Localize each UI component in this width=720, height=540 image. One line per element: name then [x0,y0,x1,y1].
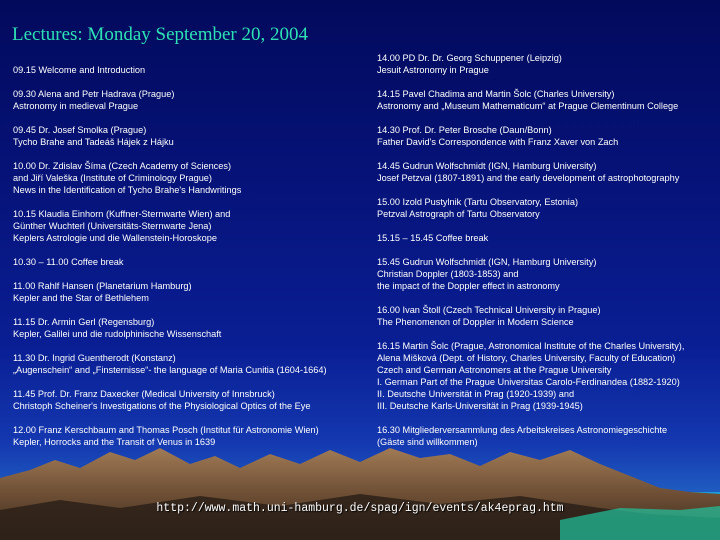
entry-detail-line: and Jiří Valeška (Institute of Criminology Prague) [13,173,212,183]
event-url[interactable]: http://www.math.uni-hamburg.de/spag/ign/events/ak4eprag.htm [156,502,564,515]
entry-speaker-line: 16.00 Ivan Štoll (Czech Technical University in Prague) [377,305,601,315]
schedule-entry [13,160,365,196]
entry-detail-line: I. German Part of the Prague Universitas Carolo-Ferdinandea (1882-1920) [377,377,680,387]
schedule-entry [377,88,717,112]
entry-speaker-line: 09.45 Dr. Josef Smolka (Prague) [13,125,147,135]
entry-detail-line: II. Deutsche Universität in Prag (1920-1939) and [377,389,575,399]
entry-detail-line: Father David's Correspondence with Franz Xaver von Zach [377,137,619,147]
entry-detail-line: The Phenomenon of Doppler in Modern Science [377,317,574,327]
schedule-afternoon [377,52,717,460]
schedule-entry [377,52,717,76]
entry-speaker-line: 14.30 Prof. Dr. Peter Brosche (Daun/Bonn) [377,125,552,135]
entry-detail-line: Günther Wuchterl (Universitäts-Sternwarte Jena) [13,221,212,231]
schedule-entry [13,280,365,304]
entry-detail-line: the impact of the Doppler effect in astronomy [377,281,560,291]
entry-detail-line: (Gäste sind willkommen) [377,437,478,447]
entry-detail-line: Josef Petzval (1807-1891) and the early development of astrophotography [377,173,680,183]
schedule-entry [377,124,717,148]
schedule-entry [377,256,717,292]
schedule-entry [13,88,365,112]
entry-detail-line: Jesuit Astronomy in Prague [377,65,489,75]
entry-detail-line: Petzval Astrograph of Tartu Observatory [377,209,540,219]
entry-detail-line: Czech and German Astronomers at the Prague University [377,365,612,375]
entry-speaker-line: 14.00 PD Dr. Dr. Georg Schuppener (Leipzig) [377,53,562,63]
schedule-entry [13,316,365,340]
entry-detail-line: Astronomy in medieval Prague [13,101,139,111]
entry-detail-line: III. Deutsche Karls-Universität in Prag (1939-1945) [377,401,583,411]
entry-detail-line: Kepler, Horrocks and the Transit of Venus in 1639 [13,437,216,447]
schedule-entry [13,256,365,268]
entry-speaker-line: 14.15 Pavel Chadima and Martin Šolc (Charles University) [377,89,615,99]
schedule-entry [377,340,717,412]
entry-speaker-line: 11.45 Prof. Dr. Franz Daxecker (Medical University of Innsbruck) [13,389,275,399]
schedule-entry [13,208,365,244]
entry-speaker-line: 14.45 Gudrun Wolfschmidt (IGN, Hamburg University) [377,161,597,171]
entry-detail-line: Alena Mišková (Dept. of History, Charles University, Faculty of Education) [377,353,676,363]
entry-detail-line: Christian Doppler (1803-1853) and [377,269,519,279]
entry-speaker-line: 09.30 Alena and Petr Hadrava (Prague) [13,89,175,99]
entry-speaker-line: 10.00 Dr. Zdislav Šíma (Czech Academy of Sciences) [13,161,232,171]
entry-detail-line: „Augenschein“ and „Finsternisse“- the language of Maria Cunitia (1604-1664) [13,365,327,375]
schedule-entry [13,352,365,376]
schedule-entry [13,64,365,76]
entry-speaker-line: 09.15 Welcome and Introduction [13,65,146,75]
schedule-entry [377,160,717,184]
entry-speaker-line: 15.45 Gudrun Wolfschmidt (IGN, Hamburg University) [377,257,597,267]
entry-speaker-line: 15.15 – 15.45 Coffee break [377,233,489,243]
entry-speaker-line: 10.30 – 11.00 Coffee break [13,257,124,267]
entry-speaker-line: 12.00 Franz Kerschbaum and Thomas Posch (Institut für Astronomie Wien) [13,425,319,435]
schedule-entry [13,124,365,148]
entry-speaker-line: 11.15 Dr. Armin Gerl (Regensburg) [13,317,155,327]
schedule-entry [377,232,717,244]
entry-detail-line: Christoph Scheiner's Investigations of the Physiological Optics of the Eye [13,401,311,411]
entry-detail-line: Kepler and the Star of Bethlehem [13,293,149,303]
schedule-entry [377,304,717,328]
entry-speaker-line: 15.00 Izold Pustylnik (Tartu Observatory, Estonia) [377,197,579,207]
entry-detail-line: Kepler, Galilei und die rudolphinische Wissenschaft [13,329,222,339]
mountain-landscape [0,430,720,540]
schedule-entry [377,196,717,220]
entry-detail-line: Astronomy and „Museum Mathematicum“ at Prague Clementinum College [377,101,679,111]
entry-speaker-line: 11.00 Rahlf Hansen (Planetarium Hamburg) [13,281,192,291]
entry-detail-line: News in the Identification of Tycho Brahe's Handwritings [13,185,242,195]
schedule-entry [13,388,365,412]
schedule-morning [13,64,365,460]
entry-speaker-line: 16.30 Mitgliederversammlung des Arbeitskreises Astronomiegeschichte [377,425,668,435]
entry-speaker-line: 10.15 Klaudia Einhorn (Kuffner-Sternwarte Wien) and [13,209,231,219]
entry-detail-line: Keplers Astrologie und die Wallenstein-Horoskope [13,233,217,243]
page-title: Lectures: Monday September 20, 2004 [12,24,309,45]
entry-detail-line: Tycho Brahe and Tadeáš Hájek z Hájku [13,137,174,147]
entry-speaker-line: 11.30 Dr. Ingrid Guentherodt (Konstanz) [13,353,176,363]
entry-speaker-line: 16.15 Martin Šolc (Prague, Astronomical Institute of the Charles University), [377,341,685,351]
